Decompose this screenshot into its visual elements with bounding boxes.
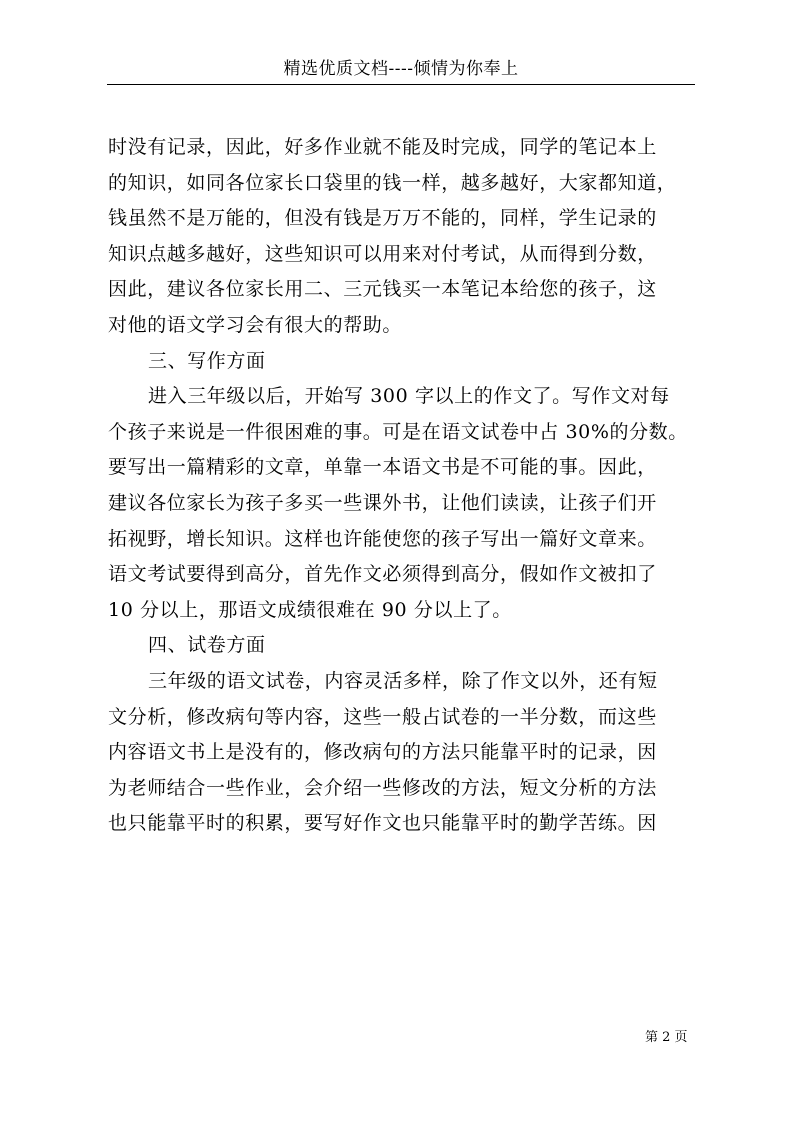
document-body: [108, 130, 708, 842]
body-line-18: 内容语文书上是没有的，修改病句的方法只能靠平时的记录，因: [108, 741, 657, 764]
body-line-4: 知识点越多越好，这些知识可以用来对付考试，从而得到分数，: [108, 242, 657, 265]
body-line-10: 要写出一篇精彩的文章，单靠一本语文书是不可能的事。因此，: [108, 456, 657, 479]
body-line-14: 10 分以上，那语文成绩很难在 90 分以上了。: [108, 598, 512, 621]
body-line-19: 为老师结合一些作业，会介绍一些修改的方法，短文分析的方法: [108, 776, 657, 799]
body-line-20: 也只能靠平时的积累，要写好作文也只能靠平时的勤学苦练。因: [108, 812, 657, 835]
body-line-12: 拓视野，增长知识。这样也许能使您的孩子写出一篇好文章来。: [108, 527, 657, 550]
body-line-6: 对他的语文学习会有很大的帮助。: [108, 313, 403, 336]
body-line-8: 进入三年级以后，开始写 300 字以上的作文了。写作文对每: [148, 385, 670, 408]
page-header-title: 精选优质文档----倾情为你奉上: [283, 59, 519, 79]
body-line-5: 因此，建议各位家长用二、三元钱买一本笔记本给您的孩子，这: [108, 278, 657, 301]
body-line-1: 时没有记录，因此，好多作业就不能及时完成，同学的笔记本上: [108, 136, 657, 158]
body-line-11: 建议各位家长为孩子多买一些课外书，让他们读读，让孩子们开: [108, 491, 657, 514]
page-number: 第 2 页: [645, 1030, 688, 1045]
body-line-3: 钱虽然不是万能的，但没有钱是万万不能的，同样，学生记录的: [108, 207, 657, 230]
section-heading-writing: 三、写作方面: [148, 349, 266, 372]
section-heading-exam: 四、试卷方面: [148, 634, 266, 657]
body-line-17: 文分析，修改病句等内容，这些一般占试卷的一半分数，而这些: [108, 705, 657, 728]
body-line-16: 三年级的语文试卷，内容灵活多样，除了作文以外，还有短: [148, 669, 658, 692]
body-line-9: 个孩子来说是一件很困难的事。可是在语文试卷中占 30%的分数。: [108, 420, 688, 443]
body-line-2: 的知识，如同各位家长口袋里的钱一样，越多越好，大家都知道，: [108, 171, 677, 194]
header-divider: [107, 84, 695, 85]
body-line-13: 语文考试要得到高分，首先作文必须得到高分，假如作文被扣了: [108, 563, 657, 586]
